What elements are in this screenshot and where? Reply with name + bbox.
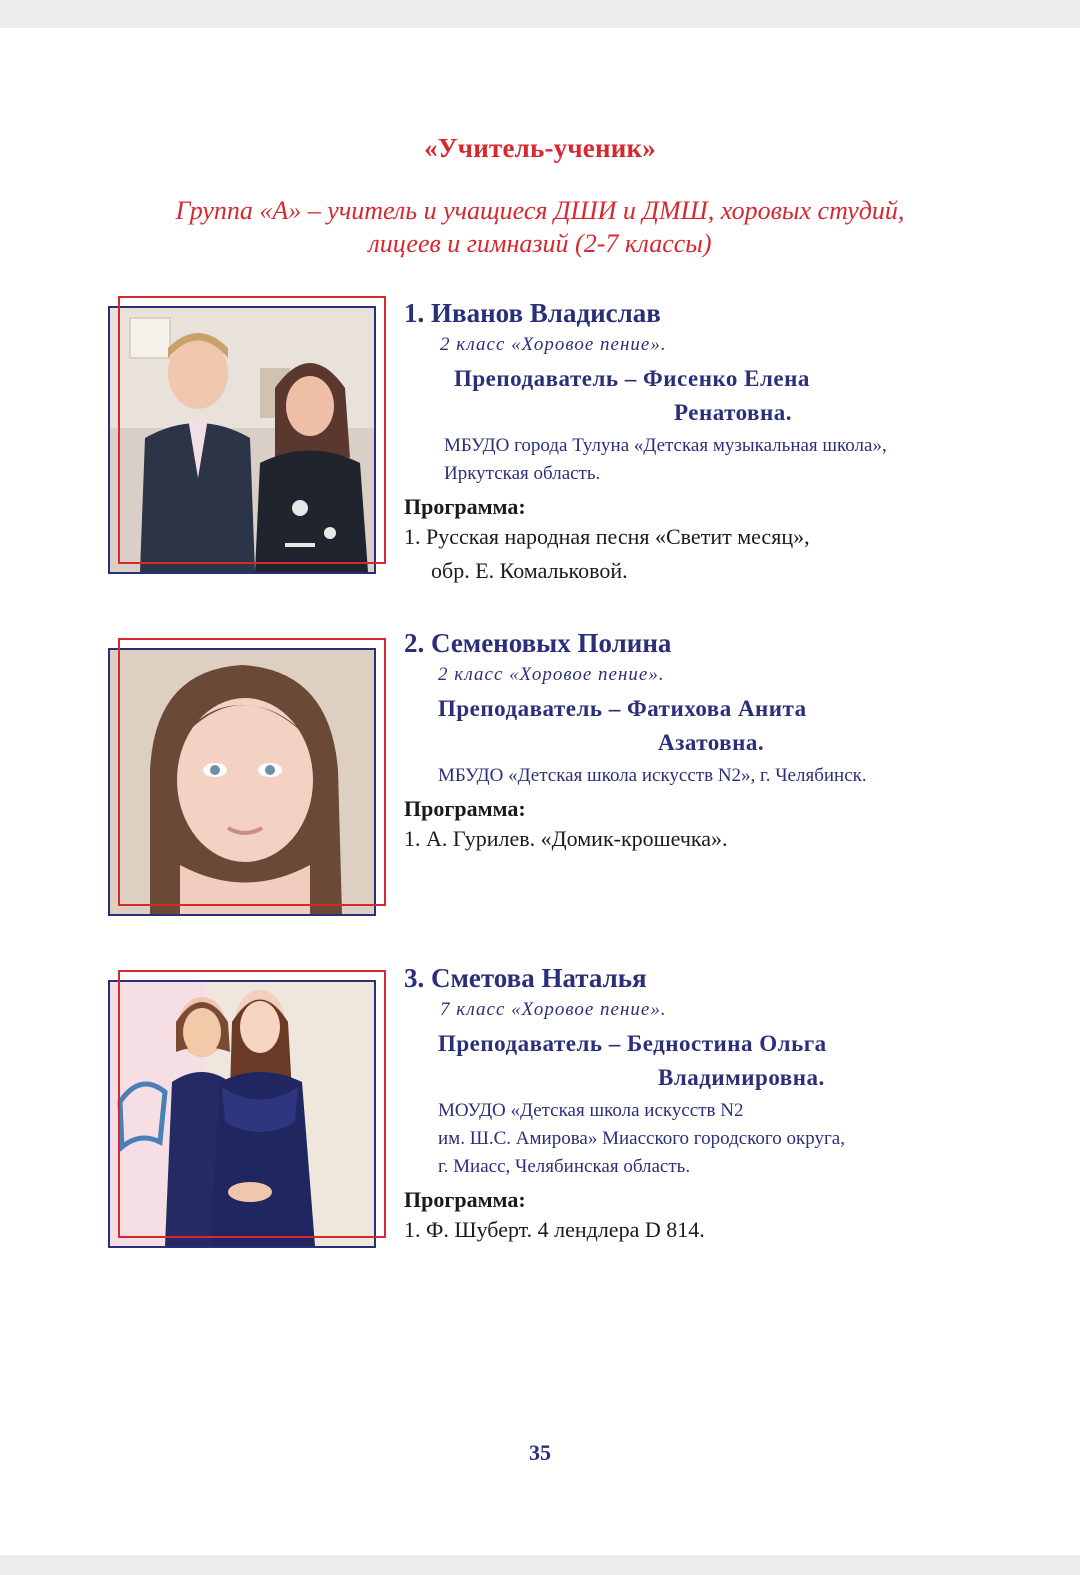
teacher-name-line-1: Преподаватель – Фисенко Елена [454,366,810,391]
subtitle-line-2: лицеев и гимназий (2-7 классы) [368,229,712,258]
program-list [404,520,1004,588]
entry-1 [404,298,1004,588]
institution [404,762,1004,790]
entry-3 [404,963,1004,1247]
institution-line: им. Ш.С. Амирова» Миасского городского округа, [438,1128,845,1149]
program-line: 1. Русская народная песня «Светит месяц», [404,524,810,549]
institution-line: Иркутская область. [444,463,601,484]
participant-grade: 2 класс «Хоровое пение». [440,334,667,355]
participant-name: 3. Сметова Наталья [404,963,647,993]
program-heading: Программа: [404,494,526,519]
participant-grade: 7 класс «Хоровое пение». [440,999,667,1020]
institution-line: МБУДО города Тулуна «Детская музыкальная школа», [444,435,887,456]
page [0,28,1080,1555]
institution [404,1097,1004,1181]
teacher-name-line-2: Азатовна. [658,730,765,755]
teacher-name-line-2: Владимировна. [658,1065,825,1090]
program-list [404,822,1004,856]
teacher-name-line-1: Преподаватель – Фатихова Анита [438,696,807,721]
teacher-name-line-2: Ренатовна. [674,400,792,425]
photo-boy-with-teacher [108,296,376,574]
institution-line: МОУДО «Детская школа искусств N2 [438,1100,744,1121]
institution-line: г. Миасс, Челябинская область. [438,1156,691,1177]
photo-girl-portrait [108,638,376,916]
subtitle-line-1: Группа «А» – учитель и учащиеся ДШИ и ДМШ, хоровых студий, [175,196,905,225]
participant-name: 2. Семеновых Полина [404,628,672,658]
teacher-name-line-1: Преподаватель – Беднoстина Ольга [438,1031,827,1056]
institution [404,432,1004,488]
page-subtitle [90,194,990,260]
entry-2 [404,628,1004,856]
program-list [404,1213,1004,1247]
program-line: 1. А. Гурилев. «Домик-крошечка». [404,826,728,851]
participant-grade: 2 класс «Хоровое пение». [438,664,665,685]
participant-name: 1. Иванов Владислав [404,298,661,328]
program-line: 1. Ф. Шуберт. 4 лендлера D 814. [404,1217,705,1242]
photo-girl-with-teacher [108,970,376,1248]
program-heading: Программа: [404,796,526,821]
page-title: «Учитель-ученик» [424,133,656,163]
program-line: обр. Е. Комальковой. [431,558,628,583]
program-heading: Программа: [404,1187,526,1212]
institution-line: МБУДО «Детская школа искусств N2», г. Челябинск. [438,765,867,786]
page-number: 35 [529,1440,551,1465]
